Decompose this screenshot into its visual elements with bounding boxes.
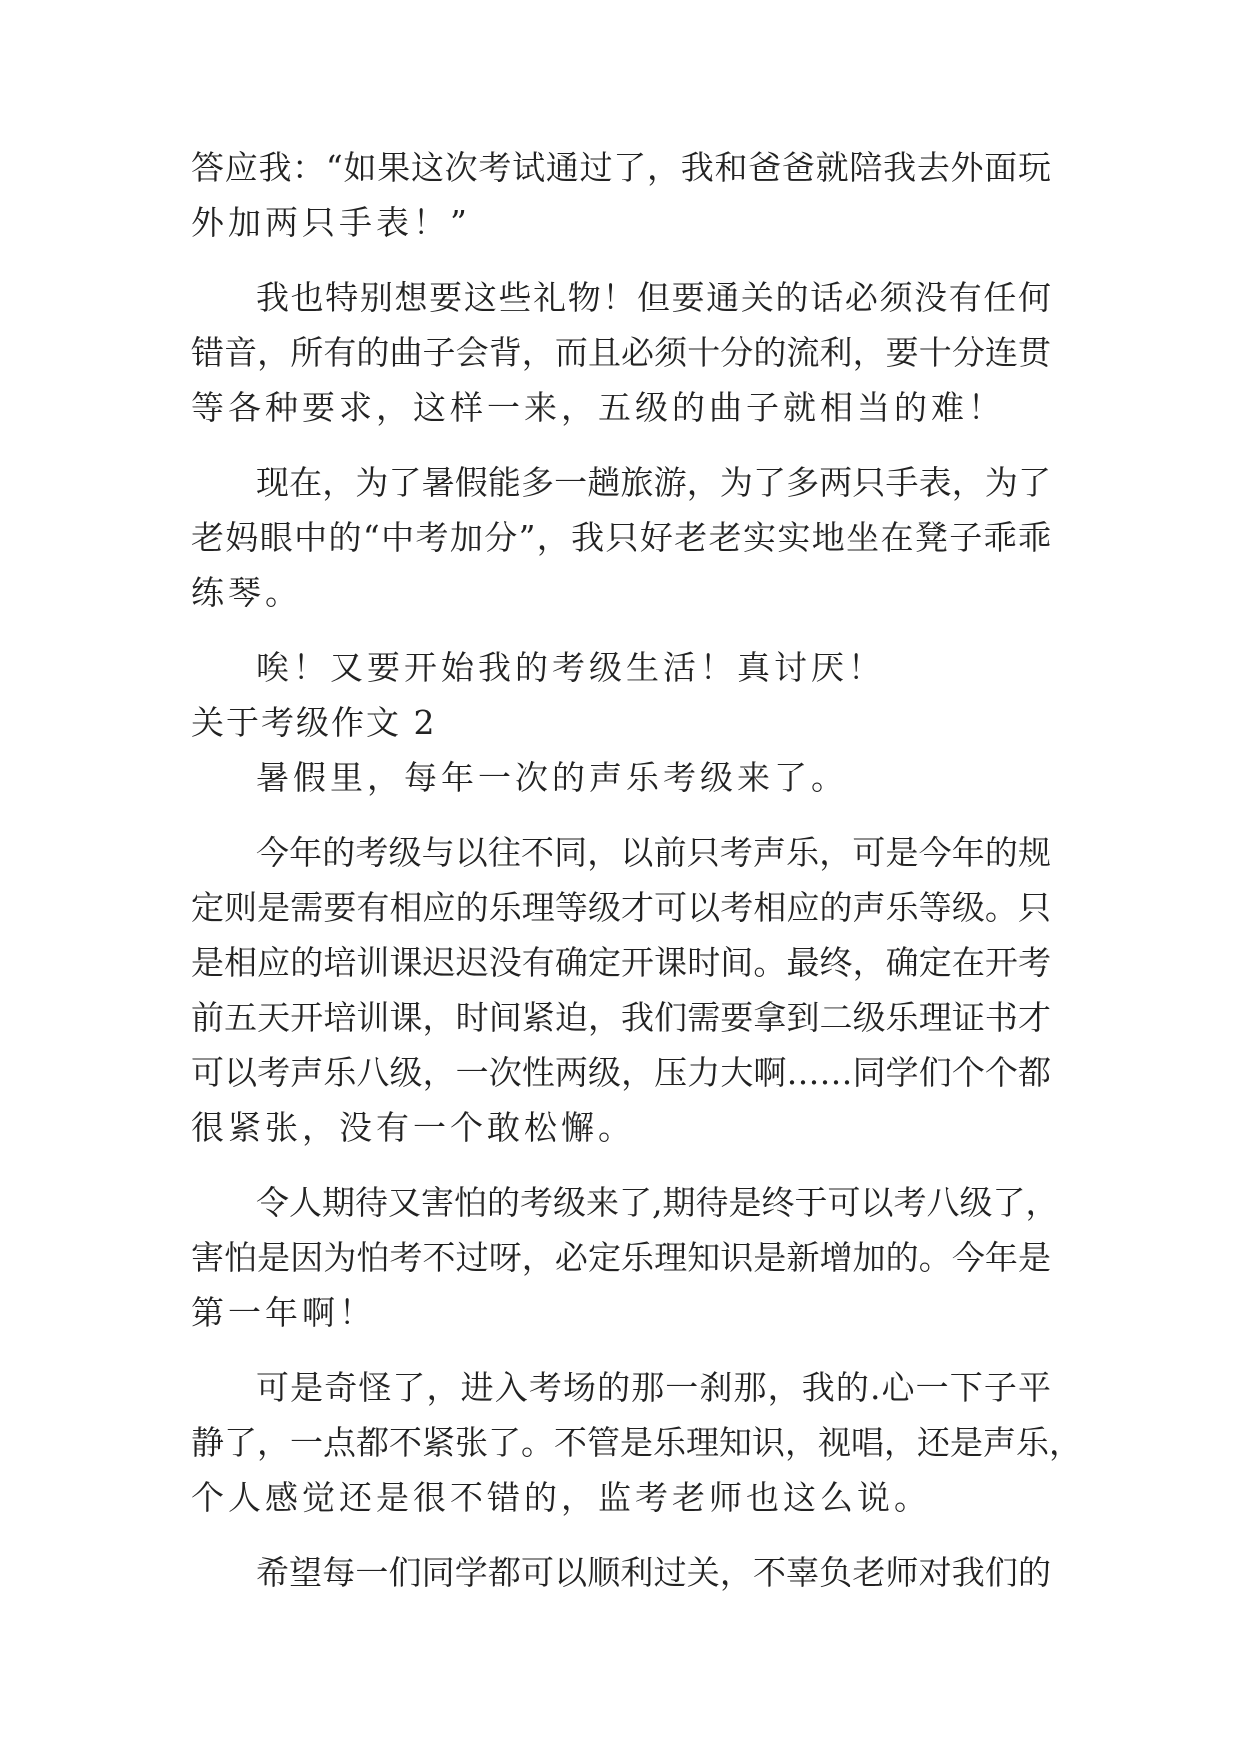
text-line: 个人感觉还是很不错的，监考老师也这么说。 — [191, 1478, 931, 1517]
text-line: 老妈眼中的“中考加分”，我只好老老实实地坐在凳子乖乖 — [191, 518, 1051, 557]
paragraph-start-line: 今年的考级与以往不同，以前只考声乐，可是今年的规 — [256, 833, 1051, 872]
text-line: 等各种要求，这样一来，五级的曲子就相当的难！ — [191, 388, 1005, 427]
text-line: 前五天开培训课，时间紧迫，我们需要拿到二级乐理证书才 — [191, 998, 1051, 1037]
text-line: 可以考声乐八级，一次性两级，压力大啊……同学们个个都 — [191, 1053, 1051, 1092]
paragraph-start-line: 令人期待又害怕的考级来了,期待是终于可以考八级了， — [256, 1183, 1059, 1222]
paragraph-start-line: 唉！又要开始我的考级生活！真讨厌！ — [256, 648, 885, 687]
paragraph-start-line: 希望每一们同学都可以顺利过关，不辜负老师对我们的 — [256, 1553, 1051, 1592]
paragraph-start-line: 现在，为了暑假能多一趟旅游，为了多两只手表，为了 — [256, 463, 1051, 502]
text-line: 第一年啊！ — [191, 1293, 376, 1332]
paragraph-start-line: 暑假里，每年一次的声乐考级来了。 — [256, 758, 848, 797]
text-line: 练琴。 — [191, 573, 302, 612]
text-line: 是相应的培训课迟迟没有确定开课时间。最终，确定在开考 — [191, 943, 1051, 982]
paragraph-start-line: 我也特别想要这些礼物！但要通关的话必须没有任何 — [256, 278, 1051, 317]
text-line: 外加两只手表！” — [191, 203, 471, 242]
text-line: 错音，所有的曲子会背，而且必须十分的流利，要十分连贯 — [191, 333, 1051, 372]
text-line: 害怕是因为怕考不过呀，必定乐理知识是新增加的。今年是 — [191, 1238, 1051, 1277]
text-line: 定则是需要有相应的乐理等级才可以考相应的声乐等级。只 — [191, 888, 1051, 927]
paragraph-start-line: 可是奇怪了，进入考场的那一刹那，我的.心一下子平 — [256, 1368, 1051, 1407]
section-heading: 关于考级作文 2 — [191, 703, 437, 742]
text-line: 静了，一点都不紧张了。不管是乐理知识，视唱，还是声乐， — [191, 1423, 1082, 1462]
text-line: 很紧张，没有一个敢松懈。 — [191, 1108, 635, 1147]
text-line: 答应我：“如果这次考试通过了，我和爸爸就陪我去外面玩 — [191, 148, 1051, 187]
